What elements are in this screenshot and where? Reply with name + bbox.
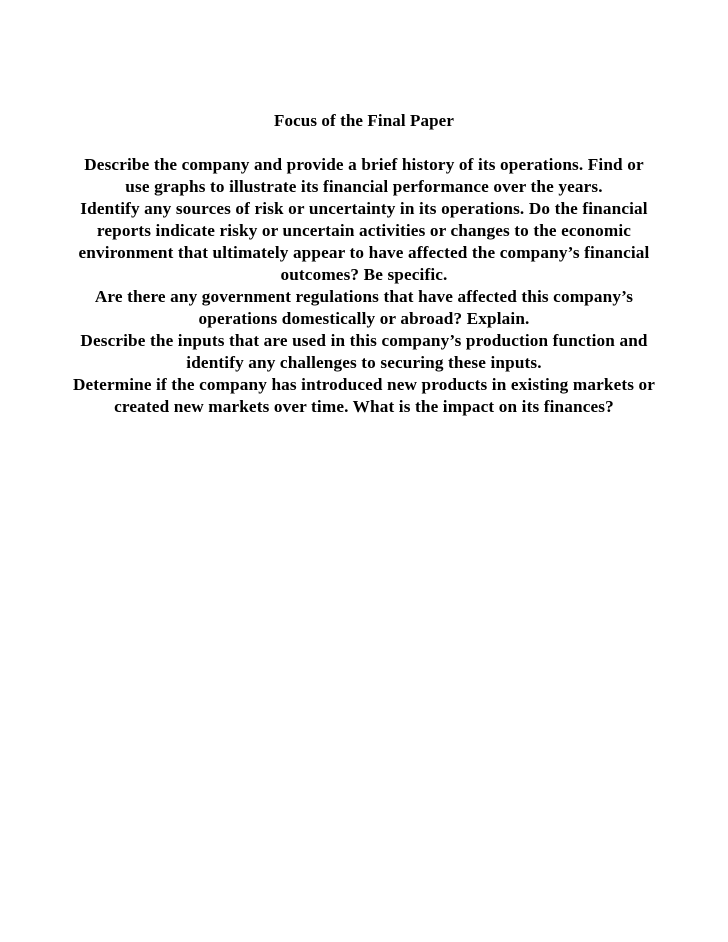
paragraph-company-history: Describe the company and provide a brief history of its operations. Find or use graphs to illustrate its financial performance over the years.	[84, 155, 644, 196]
paragraph-production-inputs: Describe the inputs that are used in this company’s production function and identify any challenges to securing these inputs.	[80, 331, 648, 372]
document-title: Focus of the Final Paper	[274, 111, 454, 130]
paragraph-risk-uncertainty: Identify any sources of risk or uncertainty in its operations. Do the financial reports indicate risky or uncertain activities or changes to the economic environment that ultimately appear to have affected the company’s financial outcomes? Be specific.	[78, 199, 650, 284]
document-body	[72, 154, 656, 418]
paragraph-government-regulations: Are there any government regulations that have affected this company’s operations domestically or abroad? Explain.	[94, 287, 634, 328]
paragraph-new-products-markets: Determine if the company has introduced new products in existing markets or created new markets over time. What is the impact on its finances?	[72, 375, 656, 416]
